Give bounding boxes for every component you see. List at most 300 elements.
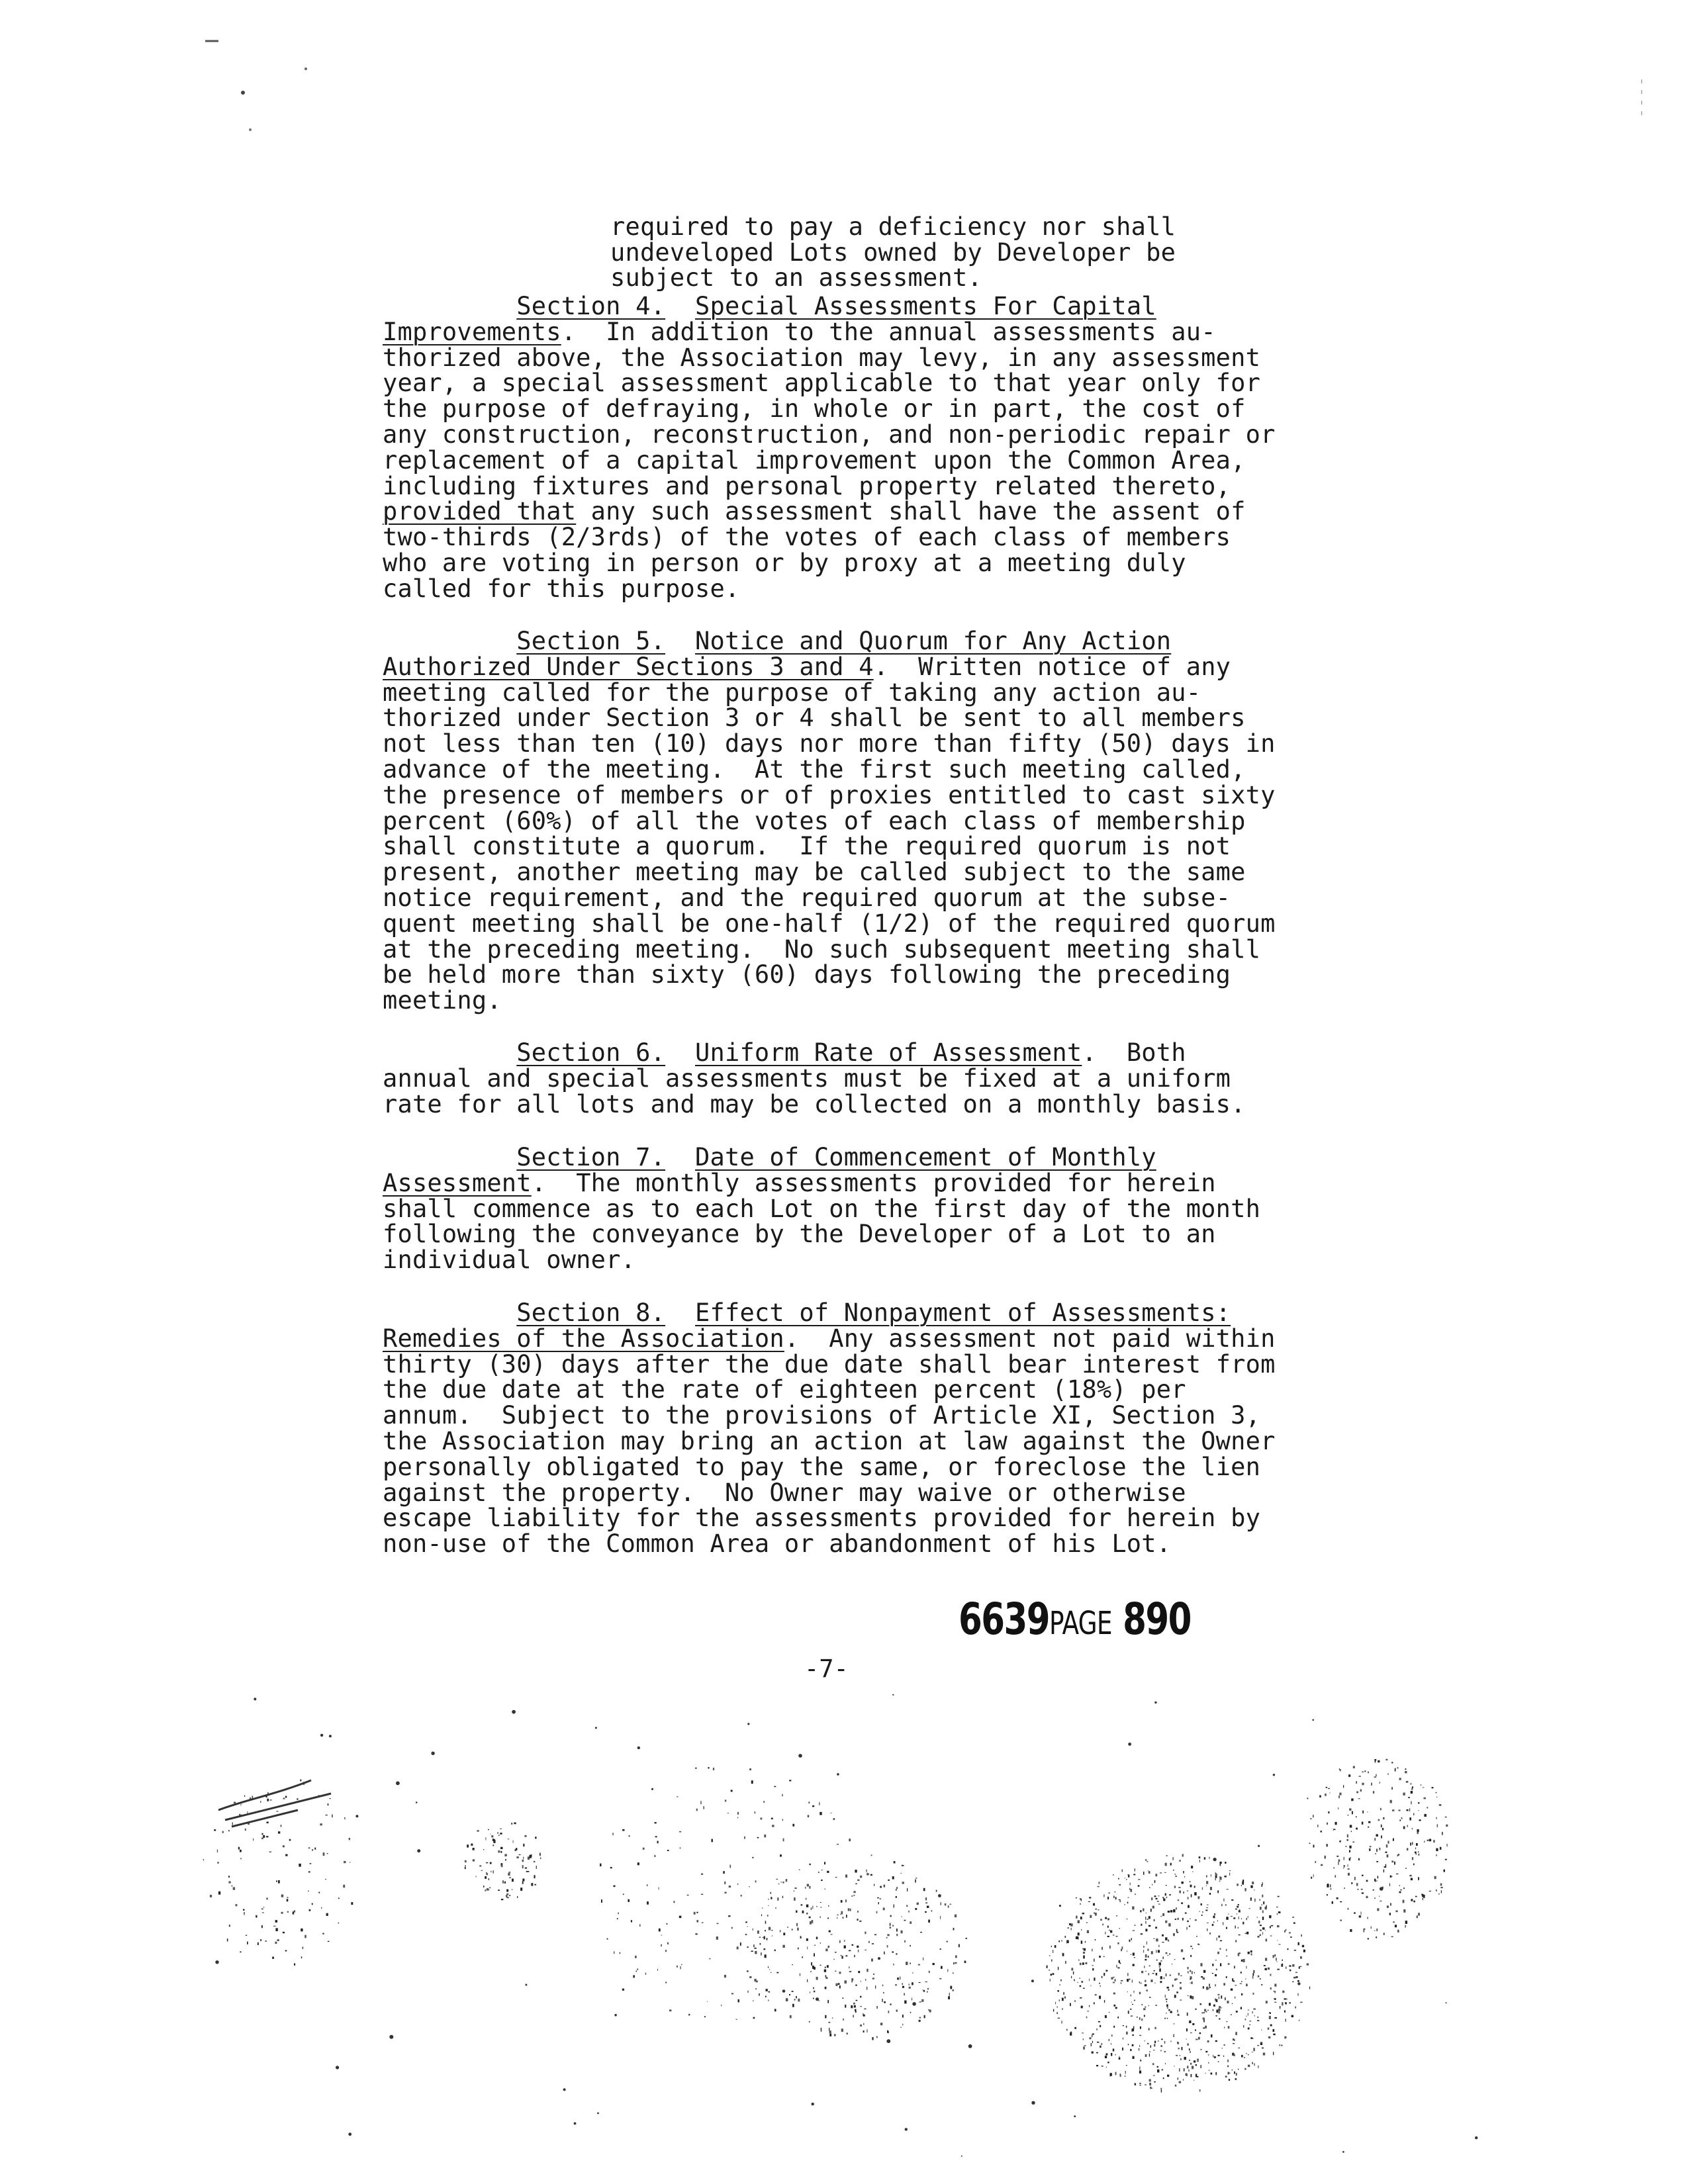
scan-speck <box>882 1999 883 2002</box>
scan-speck <box>1082 1962 1084 1965</box>
scan-speck <box>1344 1865 1345 1867</box>
scan-speck <box>1134 2000 1135 2001</box>
scan-speck <box>883 1907 885 1910</box>
scan-speck <box>665 1950 667 1952</box>
scan-speck <box>1164 2051 1166 2052</box>
scan-speck <box>1133 1964 1135 1966</box>
scan-speck <box>1166 1999 1168 2000</box>
scan-speck <box>1397 1930 1399 1933</box>
scan-speck <box>492 1870 494 1874</box>
scan-speck <box>479 1865 481 1866</box>
scan-speck <box>508 1873 510 1876</box>
scan-speck <box>1102 1947 1103 1950</box>
scan-speck <box>1190 1885 1192 1888</box>
scan-speck <box>761 1952 762 1955</box>
scan-speck <box>1092 1968 1094 1971</box>
scan-speck <box>1061 1940 1062 1942</box>
scan-speck <box>1440 1884 1442 1886</box>
scan-speck <box>896 1929 898 1932</box>
scan-speck <box>1081 1929 1082 1931</box>
scan-speck <box>1149 2079 1151 2082</box>
scan-speck <box>888 2011 890 2013</box>
scan-speck <box>1248 2065 1250 2068</box>
scan-speck <box>305 1935 306 1938</box>
section-text: annual and special assessments must be fixed at a uniform <box>383 1064 1231 1093</box>
scan-speck <box>1154 1919 1155 1921</box>
scan-speck <box>1126 1879 1127 1880</box>
scan-speck <box>878 1902 879 1904</box>
scan-speck <box>1208 1987 1209 1989</box>
stamp-book: 6639 <box>959 1594 1050 1645</box>
scan-speck <box>1148 1870 1149 1871</box>
scan-speck <box>1268 2036 1270 2038</box>
scan-speck <box>467 1844 469 1847</box>
scan-speck <box>258 1942 259 1945</box>
scan-speck <box>1216 2015 1217 2017</box>
scan-speck <box>1071 1928 1072 1931</box>
scan-speck <box>1083 1988 1085 1989</box>
scan-speck <box>1270 1927 1271 1929</box>
scan-speck <box>281 1895 284 1897</box>
scan-speck <box>1412 1857 1413 1860</box>
scan-speck <box>816 1936 818 1939</box>
scan-speck <box>1168 1989 1169 1991</box>
scan-speck <box>244 1796 245 1797</box>
scan-speck <box>777 1897 778 1901</box>
scan-speck <box>1394 1862 1395 1865</box>
scan-speck <box>1220 1940 1222 1942</box>
scan-speck <box>1252 1976 1253 1979</box>
scan-speck <box>1095 1909 1097 1910</box>
scan-speck <box>1095 1994 1097 1995</box>
scan-speck <box>1133 1930 1135 1931</box>
scan-speck <box>265 1940 267 1942</box>
scan-speck <box>1101 2043 1102 2044</box>
scan-speck <box>919 1982 921 1983</box>
scan-speck <box>865 1932 866 1934</box>
scan-speck <box>1088 1901 1090 1902</box>
scan-speck <box>1218 2055 1220 2056</box>
scan-speck <box>827 1965 829 1968</box>
scan-speck <box>1340 1920 1342 1921</box>
scan-speck <box>637 1969 638 1970</box>
scan-speck <box>1086 1922 1088 1923</box>
scan-speck <box>767 1938 768 1940</box>
scan-speck <box>1227 2001 1229 2003</box>
scan-speck <box>1139 2035 1141 2036</box>
scan-speck <box>882 1985 883 1987</box>
scan-speck <box>1325 1794 1327 1796</box>
scan-speck <box>721 2005 722 2007</box>
scan-speck <box>1145 1859 1147 1860</box>
scan-speck <box>1114 2005 1116 2007</box>
scan-speck <box>1419 1819 1421 1821</box>
scan-speck <box>243 1909 244 1911</box>
scan-speck <box>1177 2010 1178 2013</box>
scan-speck <box>1073 1972 1074 1975</box>
scan-speck <box>1189 2021 1191 2023</box>
scan-speck <box>1168 1923 1170 1927</box>
scan-speck <box>845 1899 847 1902</box>
scan-speck <box>283 1845 285 1847</box>
scan-speck <box>854 1895 855 1896</box>
scan-speck <box>1232 2070 1233 2071</box>
scan-speck <box>854 1955 855 1957</box>
scan-speck <box>1376 1861 1378 1862</box>
scan-speck <box>1178 1887 1180 1888</box>
scan-speck <box>1417 1832 1419 1834</box>
scan-speck <box>810 1971 812 1972</box>
scan-speck <box>1183 2079 1184 2080</box>
scan-speck <box>845 1874 847 1878</box>
scan-speck <box>473 1859 475 1861</box>
scan-speck <box>1192 1948 1194 1949</box>
scan-speck <box>876 2036 878 2038</box>
scan-speck <box>764 1835 766 1837</box>
scan-dot <box>614 2014 617 2017</box>
scan-speck <box>763 1937 764 1938</box>
scan-speck <box>1282 2002 1283 2005</box>
scan-dot <box>1154 1702 1156 1704</box>
scan-speck <box>1182 1918 1184 1921</box>
scan-speck <box>880 1886 882 1888</box>
scan-speck <box>925 1911 927 1913</box>
scan-speck <box>1416 1854 1417 1855</box>
continuation-line: subject to an assessment. <box>610 263 982 293</box>
scan-speck <box>1241 1993 1243 1995</box>
scan-speck <box>1418 1851 1419 1852</box>
scan-speck <box>1418 1913 1420 1915</box>
scan-speck <box>273 1926 275 1927</box>
scan-speck <box>1215 1999 1216 2001</box>
scan-speck <box>798 1948 799 1950</box>
scan-speck <box>1103 1895 1104 1897</box>
scan-speck <box>1359 1776 1361 1777</box>
scan-dot <box>563 2088 566 2091</box>
scan-speck <box>759 1993 760 1996</box>
scan-speck <box>1244 1933 1246 1934</box>
scan-dot <box>886 2039 890 2043</box>
scan-speck <box>1154 1970 1155 1972</box>
section-title: Notice and Quorum for Any Action <box>695 627 1172 655</box>
scan-speck <box>1130 2049 1131 2051</box>
scan-speck <box>1241 2007 1242 2009</box>
scan-speck <box>776 1972 778 1974</box>
scan-speck <box>1423 1787 1425 1788</box>
scan-speck <box>473 1848 475 1850</box>
scan-speck <box>1298 1942 1299 1946</box>
scan-dot <box>348 2132 352 2136</box>
scan-speck <box>858 1950 859 1952</box>
scan-speck <box>1092 1965 1094 1966</box>
scan-speck <box>1200 2003 1202 2005</box>
scan-speck <box>1246 1918 1247 1920</box>
scan-speck <box>873 1974 874 1975</box>
scan-speck <box>506 1895 508 1897</box>
scan-speck <box>1060 1979 1062 1981</box>
scan-speck <box>1148 1956 1149 1958</box>
scan-speck <box>1129 1888 1131 1890</box>
scan-speck <box>764 1801 765 1803</box>
scan-speck <box>1300 1956 1302 1959</box>
section-text: the due date at the rate of eighteen percent (18%) per <box>383 1375 1186 1404</box>
scan-speck <box>285 1950 287 1952</box>
scan-dot <box>1031 2101 1035 2105</box>
scan-speck <box>1149 2054 1150 2057</box>
scan-speck <box>1196 2064 1197 2066</box>
scan-speck <box>1226 2021 1227 2023</box>
scan-speck <box>844 1945 846 1948</box>
scan-dot <box>1359 1915 1362 1918</box>
scan-speck <box>1233 2043 1235 2044</box>
scan-speck <box>610 1867 612 1868</box>
scan-speck <box>1066 1940 1067 1944</box>
scan-speck <box>1338 1796 1339 1798</box>
scan-speck <box>1140 2085 1141 2086</box>
scan-speck <box>1151 1897 1152 1900</box>
scan-speck <box>1412 1842 1413 1844</box>
scan-speck <box>1202 1888 1203 1890</box>
scan-speck <box>540 1857 541 1859</box>
scan-dot <box>396 1782 400 1786</box>
scan-speck <box>1130 1889 1132 1892</box>
scan-dot <box>1307 1797 1308 1799</box>
scan-speck <box>768 1899 769 1900</box>
scan-speck <box>1167 2007 1168 2009</box>
scan-speck <box>1227 2066 1229 2068</box>
scan-speck <box>1152 1906 1154 1909</box>
scan-speck <box>1086 1962 1088 1964</box>
scan-speck <box>1203 2028 1205 2029</box>
scan-speck <box>725 1882 726 1884</box>
scan-speck <box>1250 1886 1252 1888</box>
scan-speck <box>1083 2046 1085 2050</box>
scan-speck <box>728 1915 730 1917</box>
scan-speck <box>1274 1998 1275 1999</box>
scan-speck <box>1132 2044 1134 2046</box>
scan-speck <box>321 1907 322 1909</box>
scan-speck <box>1057 2006 1058 2007</box>
scan-speck <box>1346 1846 1347 1847</box>
scan-speck <box>921 1999 923 2002</box>
scan-speck <box>1257 2017 1258 2018</box>
scan-speck <box>1220 1862 1222 1864</box>
scan-speck <box>665 1982 667 1983</box>
scan-speck <box>1344 1888 1345 1889</box>
scan-speck <box>1149 1925 1150 1927</box>
scan-speck <box>902 2024 903 2026</box>
scan-speck <box>1245 2019 1246 2021</box>
scan-speck <box>490 1834 491 1835</box>
scan-speck <box>1118 1878 1119 1880</box>
scan-speck <box>1218 1994 1220 1995</box>
scan-speck <box>1349 1808 1351 1810</box>
scan-speck <box>782 1896 783 1899</box>
scan-speck <box>498 1835 500 1836</box>
scan-speck <box>483 1886 485 1888</box>
scan-speck <box>1445 1859 1447 1860</box>
scan-speck <box>825 1975 827 1977</box>
scan-speck <box>1368 1821 1370 1823</box>
scan-speck <box>1225 2075 1227 2077</box>
scan-speck <box>344 1861 346 1863</box>
scan-speck <box>1113 1977 1115 1978</box>
scan-speck <box>1123 2025 1124 2026</box>
scan-speck <box>771 1818 773 1819</box>
scan-speck <box>1132 2028 1134 2031</box>
scan-speck <box>328 1941 330 1942</box>
scan-speck <box>890 1915 892 1917</box>
scan-speck <box>904 1993 905 1996</box>
section-heading: Section 6. <box>516 1038 666 1067</box>
scan-speck <box>1260 1930 1262 1931</box>
scan-speck <box>1370 1846 1372 1847</box>
scan-speck <box>1285 2002 1287 2003</box>
scan-speck <box>1126 2026 1127 2027</box>
scan-speck <box>1182 1854 1184 1856</box>
scan-speck <box>1284 2036 1286 2039</box>
scan-speck <box>1390 1876 1391 1878</box>
scan-speck <box>765 1996 767 1998</box>
scan-speck <box>256 1915 257 1918</box>
scan-speck <box>1264 1907 1267 1909</box>
scan-speck <box>513 1841 514 1843</box>
scan-speck <box>783 1933 785 1935</box>
scan-speck <box>1215 1874 1217 1876</box>
scan-speck <box>1062 1953 1064 1954</box>
scan-speck <box>471 1845 473 1846</box>
scan-speck <box>1397 1854 1399 1856</box>
scan-speck <box>1297 1993 1298 1996</box>
scan-speck <box>1172 1857 1174 1860</box>
scan-speck <box>824 1970 826 1972</box>
scan-dot <box>329 1735 332 1737</box>
scan-speck <box>1205 2026 1207 2028</box>
scan-speck <box>1229 1873 1230 1876</box>
scan-speck <box>1179 2081 1182 2083</box>
scan-speck <box>864 2009 866 2010</box>
scan-speck <box>1219 1881 1221 1882</box>
scan-speck <box>1237 1906 1239 1908</box>
scan-speck <box>1062 2009 1063 2010</box>
scan-speck <box>947 1969 948 1972</box>
scan-speck <box>263 1907 264 1908</box>
scan-speck <box>1327 1823 1328 1825</box>
scan-speck <box>1107 1897 1109 1899</box>
scan-speck <box>1241 1981 1243 1982</box>
scan-speck <box>890 2003 892 2005</box>
scan-speck <box>1362 1875 1363 1876</box>
scan-speck <box>677 1966 678 1968</box>
scan-speck <box>1125 2075 1126 2077</box>
scan-speck <box>1190 1978 1191 1979</box>
scan-speck <box>1055 1945 1056 1948</box>
scan-speck <box>1127 1874 1129 1875</box>
scan-speck <box>941 1902 942 1905</box>
scan-speck <box>1265 1930 1266 1931</box>
scan-speck <box>1144 1966 1145 1968</box>
scan-speck <box>877 1897 879 1898</box>
scan-speck <box>902 1882 904 1884</box>
scan-speck <box>1248 1908 1250 1909</box>
scan-dot <box>1312 1719 1314 1721</box>
scan-speck <box>1258 1976 1260 1978</box>
scan-speck <box>755 1880 757 1882</box>
scan-speck <box>1141 1933 1143 1934</box>
scan-speck <box>1203 1970 1205 1973</box>
scan-speck <box>1122 1870 1123 1872</box>
scan-speck <box>1418 1877 1419 1880</box>
scan-speck <box>1248 2028 1250 2030</box>
scan-speck <box>1229 2079 1230 2081</box>
scan-speck <box>1132 2034 1133 2036</box>
scan-speck <box>1234 2040 1235 2041</box>
scan-speck <box>1197 2059 1198 2062</box>
scan-speck <box>1208 2062 1209 2064</box>
scan-dot <box>688 2014 690 2016</box>
scan-speck <box>1336 1897 1338 1899</box>
scan-speck <box>1440 1847 1442 1850</box>
scan-speck <box>1242 1882 1244 1885</box>
scan-speck <box>285 1796 287 1798</box>
scan-speck <box>923 1990 925 1992</box>
scan-speck <box>1284 1998 1287 1999</box>
scan-speck <box>1162 2069 1164 2070</box>
scan-speck <box>931 1910 933 1911</box>
scan-speck <box>867 1969 868 1972</box>
scan-speck <box>522 1860 524 1862</box>
scan-dot <box>574 2122 577 2125</box>
scan-speck <box>1277 1913 1278 1915</box>
scan-speck <box>1391 1936 1393 1937</box>
scan-speck <box>1175 1919 1176 1920</box>
scan-speck <box>694 1912 696 1915</box>
scan-speck <box>1389 1913 1391 1915</box>
scan-speck <box>1206 1881 1208 1884</box>
section-text: year, a special assessment applicable to that year only for <box>383 369 1261 398</box>
scan-speck <box>1260 1925 1262 1926</box>
section-text: shall commence as to each Lot on the first day of the month <box>383 1194 1261 1223</box>
scan-speck <box>747 1991 748 1993</box>
scan-speck <box>1176 1929 1178 1932</box>
scan-speck <box>910 2012 912 2013</box>
scan-speck <box>1184 2068 1185 2071</box>
section-text: meeting. <box>383 986 502 1015</box>
scan-speck <box>1169 1894 1171 1895</box>
scan-speck <box>1348 1868 1350 1870</box>
scan-speck <box>1175 1978 1177 1979</box>
scan-speck <box>534 1884 536 1886</box>
scan-speck <box>1399 1891 1401 1893</box>
scan-speck <box>488 1829 489 1830</box>
scan-speck <box>1226 1949 1227 1951</box>
scan-speck <box>860 2006 861 2007</box>
scan-speck <box>1218 2009 1220 2012</box>
scan-speck <box>1258 1921 1260 1923</box>
scan-speck <box>886 1937 888 1938</box>
scan-speck <box>1161 2038 1162 2040</box>
scan-speck <box>1119 1960 1120 1963</box>
scan-speck <box>1340 1901 1342 1903</box>
scan-speck <box>1209 1987 1211 1988</box>
scan-speck <box>1333 1868 1335 1869</box>
scan-speck <box>1181 1949 1183 1952</box>
scan-speck <box>1126 2065 1127 2066</box>
section-text: percent (60%) of all the votes of each class of membership <box>383 806 1246 835</box>
scan-speck <box>262 1912 264 1913</box>
scan-speck <box>1149 1871 1150 1874</box>
scan-speck <box>924 2015 925 2019</box>
